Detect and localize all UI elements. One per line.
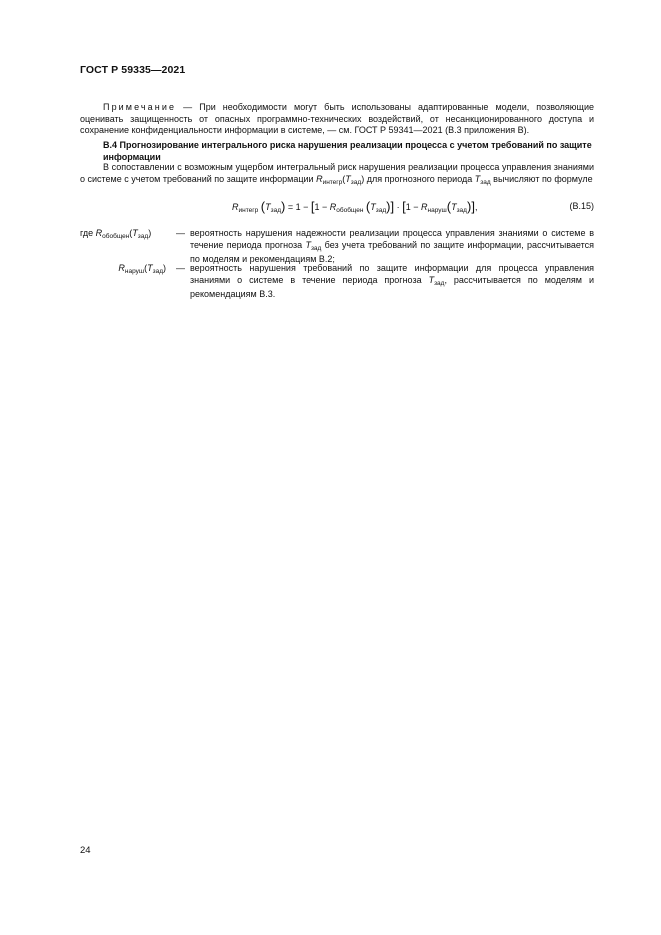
- formula-expression: $R_{интегр}$ $(T_{зад}) = 1 - [1 - R_{обобщен}$ $(T_{зад})] \cdot [1 - R_{наруш}(T_{зад})]$,: [232, 199, 478, 214]
- definition-text-part1: вероятность нарушения требований по защите информации для процесса управления знаниями о системе в течение периода прогноза: [190, 263, 594, 285]
- definition-term: $R_{наруш}(T_{зад})$: [118, 263, 166, 275]
- definition-prefix: где: [80, 228, 96, 238]
- note-label: Примечание: [103, 102, 177, 112]
- period-subscript: зад: [350, 178, 362, 186]
- section-title: В.4 Прогнозирование интегрального риска нарушения реализации процесса с учетом требований по защите информации: [103, 140, 592, 162]
- note-paragraph: [80, 102, 594, 137]
- period-symbol-2: T: [474, 173, 481, 184]
- paren-open: (: [342, 173, 346, 184]
- formula-one-minus: 1 −: [314, 202, 330, 212]
- definition-term: где $R_{обобщен}(T_{зад})$: [80, 228, 152, 240]
- period-subscript-2: зад: [480, 178, 491, 186]
- formula-r1-arg: T: [370, 202, 376, 212]
- formula-lhs-symbol: R: [232, 202, 239, 212]
- definition-dash: —: [176, 263, 185, 273]
- formula-one-minus-2: 1 −: [405, 202, 422, 212]
- definition-text: [190, 263, 594, 301]
- paragraph-part2: для прогнозного периода: [364, 173, 475, 184]
- definition-symbol: R: [118, 263, 125, 273]
- definition-dash: —: [176, 228, 185, 238]
- period-symbol: T: [345, 173, 351, 184]
- definition-text: [190, 228, 594, 266]
- note-text: — При необходимости могут быть использованы адаптированные модели, позволяющие оценивать защищенность от опасных программно-технических воздействий, от несанкционированного доступа и сохранение конфиденциальности информации в системе, — см. ГОСТ Р 59341—2021 (В.3 приложения В).: [80, 102, 594, 135]
- definition-period-symbol: T: [305, 239, 311, 250]
- definition-arg-sub: зад: [137, 233, 149, 240]
- formula-r2-symbol: R: [421, 202, 428, 212]
- formula-r1-symbol: R: [329, 202, 337, 212]
- formula-dot: ·: [394, 202, 403, 212]
- formula-r2-sub: наруш: [427, 207, 447, 214]
- paragraph-part3: вычисляют по формуле: [490, 173, 593, 184]
- paren-close: ): [361, 173, 365, 184]
- formula-r1-arg-sub: зад: [375, 207, 387, 214]
- page-header: ГОСТ Р 59335—2021: [80, 64, 186, 76]
- formula-end: ,: [474, 202, 478, 212]
- paragraph-part1: В сопоставлении с возможным ущербом интегральный риск нарушения реализации процесса управления знаниями о системе с учетом требований по защите информации: [80, 162, 594, 184]
- body-paragraph: [80, 162, 594, 188]
- definition-period-sub: зад: [310, 244, 322, 252]
- definition-period-sub: зад: [434, 279, 445, 287]
- risk-subscript: интегр: [322, 178, 343, 186]
- formula-lhs-arg-sub: зад: [270, 207, 281, 214]
- formula-lhs-arg: T: [265, 202, 271, 212]
- definition-text-part2: , рассчитывается по моделям и рекомендациям В.3.: [190, 274, 594, 299]
- definition-period-symbol: T: [428, 274, 435, 285]
- definition-arg: T: [132, 228, 138, 238]
- formula-b15: [80, 199, 594, 217]
- formula-r1-sub: обобщен: [336, 207, 364, 214]
- formula-equals: = 1 −: [285, 202, 311, 212]
- definition-arg-sub: зад: [152, 268, 163, 275]
- definition-subscript: обобщен: [102, 233, 130, 240]
- definition-text-part1: вероятность нарушения надежности реализации процесса управления знаниями о системе в течение периода прогноза: [190, 228, 594, 250]
- formula-lhs-sub: интегр: [238, 207, 259, 214]
- definition-symbol: R: [95, 228, 103, 238]
- formula-r2-arg: T: [451, 202, 457, 212]
- definition-text-part2: без учета требований по защите информации, рассчитывается по моделям и рекомендациям В.2;: [190, 239, 594, 264]
- definition-subscript: наруш: [124, 268, 145, 275]
- formula-r2-arg-sub: зад: [456, 207, 467, 214]
- page-number: 24: [80, 845, 91, 856]
- definition-arg: T: [147, 263, 153, 273]
- risk-symbol: R: [316, 173, 323, 184]
- formula-number: (В.15): [569, 201, 594, 211]
